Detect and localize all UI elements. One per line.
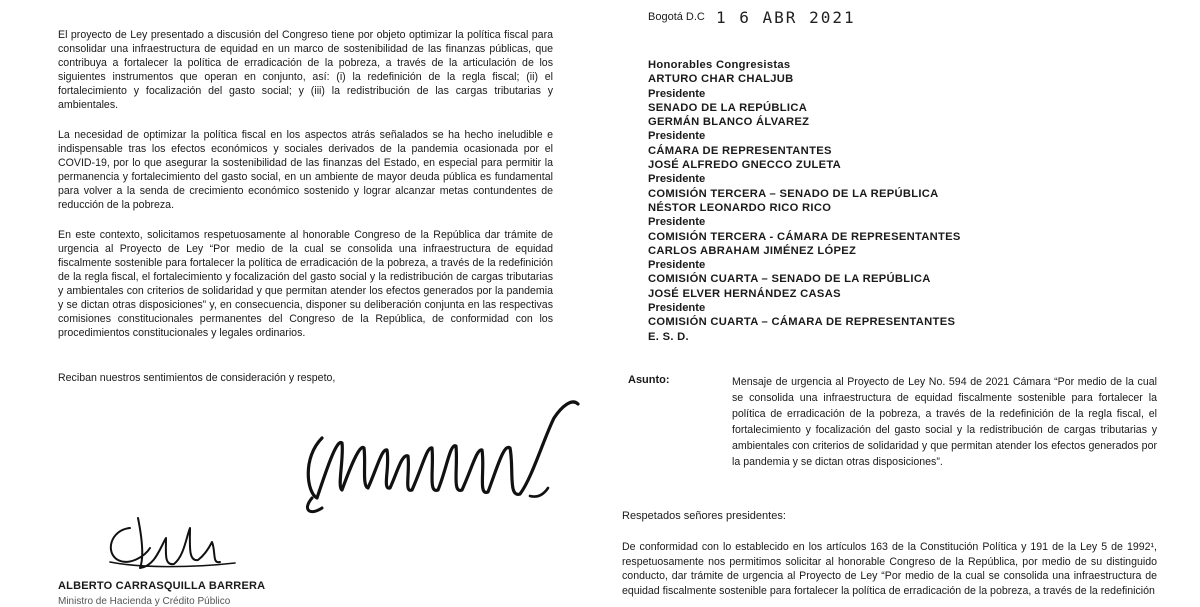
addressee-line: Honorables Congresistas: [648, 59, 791, 71]
paragraph-necessity: La necesidad de optimizar la política fiscal en los aspectos atrás señalados se ha hecho ineludible e indispensable tras los efectos económicos y sociales derivados de la pandemia ocasionada por el COVID-19, por lo que asegurar la sostenibilidad de las finanzas del Estado, en especial para permitir la permanencia y fortalecimiento del gasto social, en un ambiente de mayor deuda pública es fundamental para volver a la senda de crecimiento económico sostenido y lograr alcanzar metas contundentes de reducción de la pobreza.: [58, 129, 553, 211]
paragraph-objective: El proyecto de Ley presentado a discusión del Congreso tiene por objeto optimizar la política fiscal para consolidar una infraestructura de equidad en un marco de sostenibilidad de las finanzas públicas, que contribuya a fortalecer la política de erradicación de la pobreza, a través de la articulación de los siguientes instrumentos que operan en conjunto, así: (i) la redefinición de la regla fiscal; (ii) el fortalecimiento y focalización del gasto social; y (iii) la redistribución de las cargas tributarias y ambientales.: [58, 29, 553, 111]
addressee-line: E. S. D.: [648, 330, 689, 343]
addressee-line: COMISIÓN CUARTA – SENADO DE LA REPÚBLICA: [648, 273, 931, 286]
greeting: Respetados señores presidentes:: [622, 510, 786, 522]
closing-line: Reciban nuestros sentimientos de consideración y respeto,: [58, 372, 336, 384]
signature-small: [100, 508, 240, 578]
addressee-line: CARLOS ABRAHAM JIMÉNEZ LÓPEZ: [648, 244, 857, 257]
paragraph-request: En este contexto, solicitamos respetuosamente al honorable Congreso de la República dar trámite de urgencia al Proyecto de Ley “Por medio de la cual se consolida una infraestructura de equidad fiscalmente sostenible para fortalecer la política de erradicación de la pobreza, a través de la redefinición de la regla fiscal, el fortalecimiento y focalización del gasto social y la redistribución de cargas tributarias y ambientales con criterios de solidaridad y que permitan atender los efectos generados por la pandemia y se dictan otras disposiciones” y, en consecuencia, disponer su deliberación conjunta en las respectivas comisiones constitucionales permanentes del Congreso de la República, de conformidad con los procedimientos constitucionales y legales ordinarios.: [58, 229, 553, 339]
addressee-line: GERMÁN BLANCO ÁLVAREZ: [648, 116, 810, 129]
addressee-line: SENADO DE LA REPÚBLICA: [648, 101, 808, 114]
subject-label: Asunto:: [628, 374, 670, 386]
signer-name: ALBERTO CARRASQUILLA BARRERA: [58, 580, 266, 592]
subject-text: Mensaje de urgencia al Proyecto de Ley No. 594 de 2021 Cámara “Por medio de la cual se consolida una infraestructura de equidad fiscalmente sostenible para fortalecer la política de erradicación de la pobreza, a través de la redefinición de la regla fiscal, el fortalecimiento y focalización del gasto social y la redistribución de cargas tributarias y ambientales con criterios de solidaridad y que permitan atender los efectos generados por la pandemia y se dictan otras disposiciones”.: [732, 376, 1157, 468]
addressee-line: COMISIÓN TERCERA – SENADO DE LA REPÚBLICA: [648, 187, 939, 200]
addressee-line: JOSÉ ELVER HERNÁNDEZ CASAS: [648, 287, 841, 300]
addressee-list: [648, 58, 961, 344]
addressee-role: Presidente: [648, 259, 706, 272]
addressee-role: Presidente: [648, 87, 706, 100]
date-stamp: 1 6 ABR 2021: [716, 8, 856, 27]
addressee-line: JOSÉ ALFREDO GNECCO ZULETA: [648, 159, 842, 172]
addressee-line: ARTURO CHAR CHALJUB: [648, 73, 794, 86]
addressee-line: CÁMARA DE REPRESENTANTES: [648, 144, 832, 157]
addressee-role: Presidente: [648, 130, 706, 143]
signer-role: Ministro de Hacienda y Crédito Público: [58, 596, 231, 607]
addressee-role: Presidente: [648, 173, 706, 186]
addressee-line: NÉSTOR LEONARDO RICO RICO: [648, 201, 832, 214]
body-paragraph: De conformidad con lo establecido en los artículos 163 de la Constitución Política y 191 de la Ley 5 de 1992¹, respetuosamente nos permitimos solicitar al honorable Congreso de la República, por medio de su distinguido conducto, dar trámite de urgencia al Proyecto de Ley “Por medio de la cual se consolida una infraestructura de equidad fiscalmente sostenible para fortalecer la política de erradicación de la pobreza, a través de la redefinición: [622, 541, 1157, 597]
right-page: [600, 0, 1200, 600]
place: Bogotá D.C: [648, 11, 705, 23]
addressee-role: Presidente: [648, 216, 706, 229]
signature-large: [282, 398, 582, 518]
addressee-line: COMISIÓN CUARTA – CÁMARA DE REPRESENTANTES: [648, 316, 956, 329]
addressee-role: Presidente: [648, 302, 706, 315]
addressee-line: COMISIÓN TERCERA - CÁMARA DE REPRESENTANTES: [648, 230, 961, 243]
